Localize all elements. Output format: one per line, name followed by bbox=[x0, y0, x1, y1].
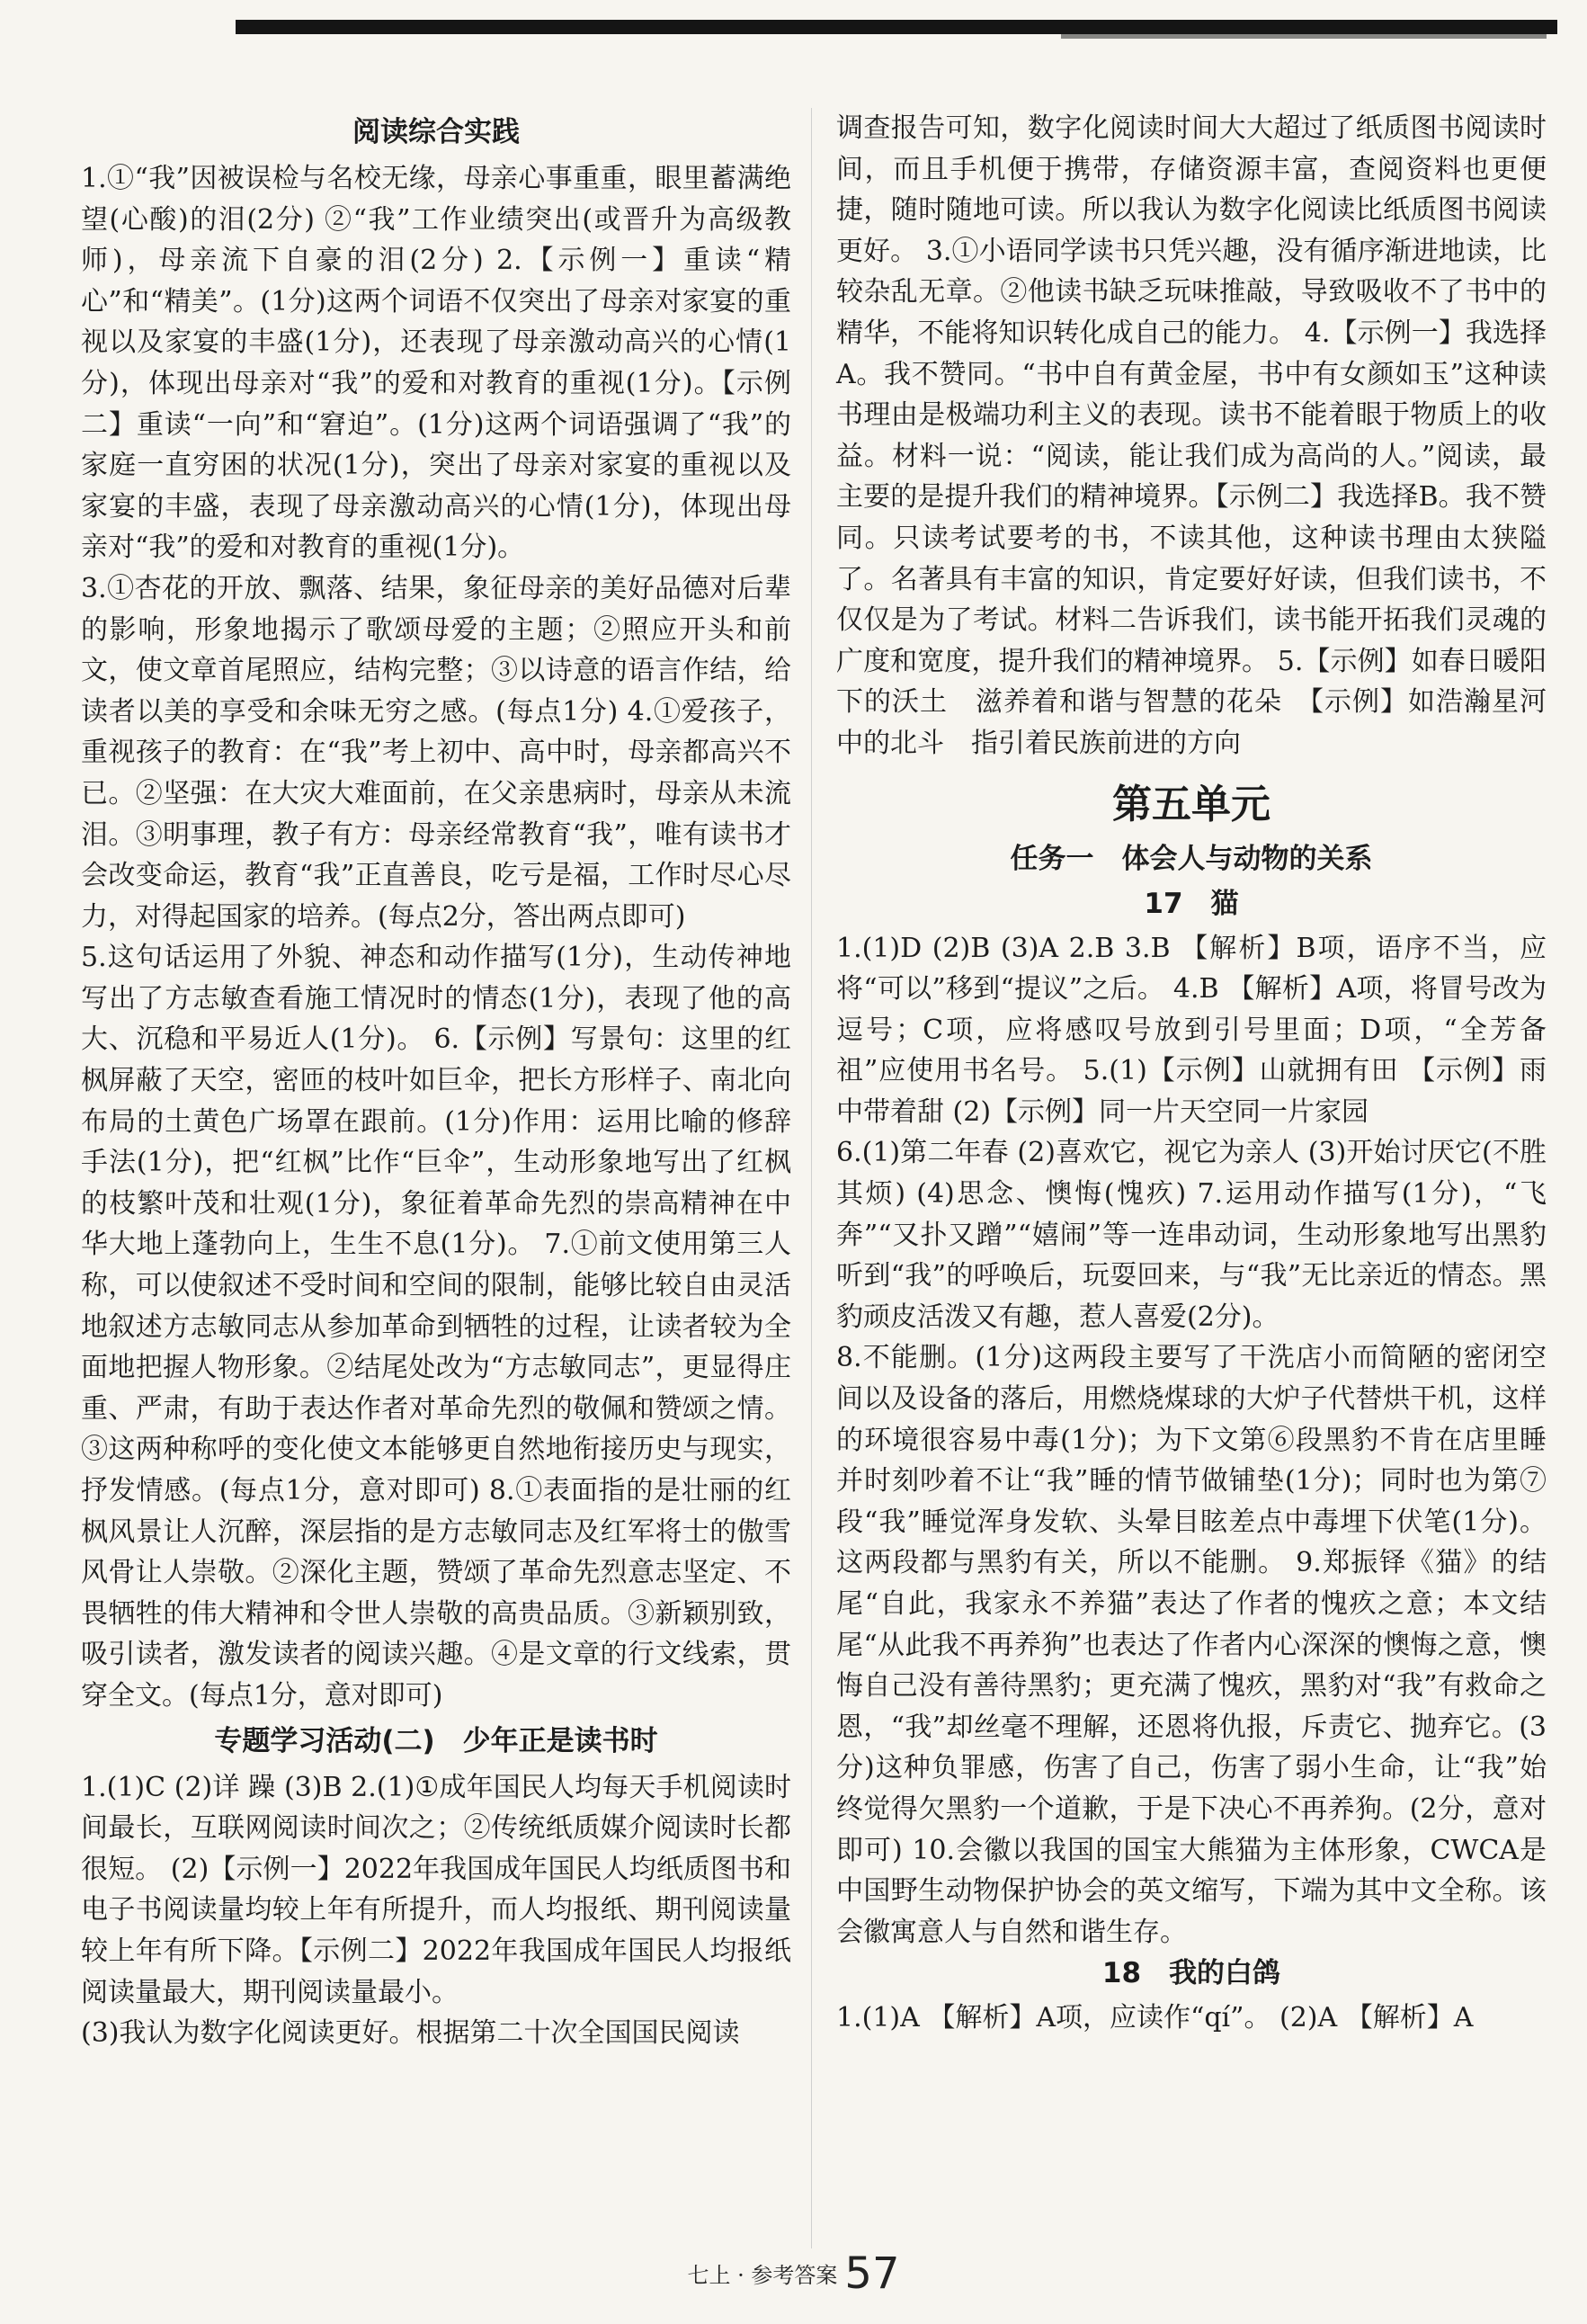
top-header-shadow bbox=[1061, 34, 1547, 39]
unit-title: 第五单元 bbox=[1112, 781, 1270, 827]
column-divider bbox=[811, 108, 812, 2248]
section-title-reading-activity: 专题学习活动(二) 少年正是读书时 bbox=[214, 1724, 658, 1757]
section-title-reading-practice: 阅读综合实践 bbox=[352, 116, 520, 148]
page-number: 57 bbox=[844, 2248, 900, 2299]
right-column bbox=[836, 108, 1547, 2266]
answer-paragraph: 6.(1)第二年春 (2)喜欢它，视它为亲人 (3)开始讨厌它(不胜其烦) (4)思念、懊悔(愧疚) 7.运用动作描写(1分)，“飞奔”“又扑又蹭”“嬉闹”等一连串动词，生动形象地写出黑豹听到“我”的呼唤后，玩耍回来，与“我”无比亲近的情态。黑豹顽皮活泼又有趣，惹人喜爱(2分)。 bbox=[836, 1137, 1547, 1333]
answer-paragraph: 5.这句话运用了外貌、神态和动作描写(1分)，生动传神地写出了方志敏查看施工情况时的情态(1分)，表现了他的高大、沉稳和平易近人(1分)。 6.【示例】写景句：这里的红枫屏蔽了天空，密匝的枝叶如巨伞，把长方形样子、南北向布局的土黄色广场罩在跟前。(1分)作用：运用比喻的修辞手法(1分)，把“红枫”比作“巨伞”，生动形象地写出了红枫的枝繁叶茂和壮观(1分)，象征着革命先烈的崇高精神在中华大地上蓬勃向上，生生不息(1分)。 7.①前文使用第三人称，可以使叙述不受时间和空间的限制，能够比较自由灵活地叙述方志敏同志从参加革命到牺牲的过程，让读者较为全面地把握人物形象。②结尾处改为“方志敏同志”，更显得庄重、严肃，有助于表达作者对革命先烈的敬佩和赞颂之情。③这两种称呼的变化使文本能够更自然地衔接历史与现实，抒发情感。(每点1分，意对即可) 8.①表面指的是壮丽的红枫风景让人沉醉，深层指的是方志敏同志及红军将士的傲雪风骨让人崇敬。②深化主题，赞颂了革命先烈意志坚定、不畏牺牲的伟大精神和令世人崇敬的高贵品质。③新颖别致，吸引读者，激发读者的阅读兴趣。④是文章的行文线索，贯穿全文。(每点1分，意对即可) bbox=[81, 942, 791, 1712]
answer-paragraph: 3.①杏花的开放、飘落、结果，象征母亲的美好品德对后辈的影响，形象地揭示了歌颂母爱的主题；②照应开头和前文，使文章首尾照应，结构完整；③以诗意的语言作结，给读者以美的享受和余味无穷之感。(每点1分) 4.①爱孩子，重视孩子的教育：在“我”考上初中、高中时，母亲都高兴不已。②坚强：在大灾大难面前，在父亲患病时，母亲从未流泪。③明事理，教子有方：母亲经常教育“我”，唯有读书才会改变命运，教育“我”正直善良，吃亏是福，工作时尽心尽力，对得起国家的培养。(每点2分，答出两点即可) bbox=[81, 572, 791, 933]
answer-paragraph: (3)我认为数字化阅读更好。根据第二十次全国国民阅读 bbox=[81, 2017, 740, 2050]
page-footer bbox=[0, 2248, 1587, 2299]
answer-paragraph: 1.(1)C (2)详 躁 (3)B 2.(1)①成年国民人均每天手机阅读时间最长，互联网阅读时间次之；②传统纸质媒介阅读时长都很短。 (2)【示例一】2022年我国成年国民人均纸质图书和电子书阅读量均较上年有所提升，而人均报纸、期刊阅读量较上年有所下降。【示例二】2022年我国成年国民人均报纸阅读量最大，期刊阅读量最小。 bbox=[81, 1771, 791, 2008]
task-title: 任务一 体会人与动物的关系 bbox=[1010, 842, 1373, 875]
top-header-bar bbox=[236, 20, 1557, 34]
answer-paragraph-continuation: 调查报告可知，数字化阅读时间大大超过了纸质图书阅读时间，而且手机便于携带，存储资源丰富，查阅资料也更便捷，随时随地可读。所以我认为数字化阅读比纸质图书阅读更好。 3.①小语同学读书只凭兴趣，没有循序渐进地读，比较杂乱无章。②他读书缺乏玩味推敲，导致吸收不了书中的精华，不能将知识转化成自己的能力。 4.【示例一】我选择A。我不赞同。“书中自有黄金屋，书中有女颜如玉”这种读书理由是极端功利主义的表现。读书不能着眼于物质上的收益。材料一说：“阅读，能让我们成为高尚的人。”阅读，最主要的是提升我们的精神境界。【示例二】我选择B。我不赞同。只读考试要考的书，不读其他，这种读书理由太狭隘了。名著具有丰富的知识，肯定要好好读，但我们读书，不仅仅是为了考试。材料二告诉我们，读书能开拓我们灵魂的广度和宽度，提升我们的精神境界。 5.【示例】如春日暖阳下的沃土 滋养着和谐与智慧的花朵 【示例】如浩瀚星河中的北斗 指引着民族前进的方向 bbox=[836, 112, 1547, 759]
answer-paragraph: 1.①“我”因被误检与名校无缘，母亲心事重重，眼里蓄满绝望(心酸)的泪(2分) ②“我”工作业绩突出(或晋升为高级教师)，母亲流下自豪的泪(2分) 2.【示例一】重读“精心”和“精美”。(1分)这两个词语不仅突出了母亲对家宴的重视以及家宴的丰盛(1分)，还表现了母亲激动高兴的心情(1分)，体现出母亲对“我”的爱和对教育的重视(1分)。【示例二】重读“一向”和“窘迫”。(1分)这两个词语强调了“我”的家庭一直穷困的状况(1分)，突出了母亲对家宴的重视以及家宴的丰盛，表现了母亲激动高兴的心情(1分)，体现出母亲对“我”的爱和对教育的重视(1分)。 bbox=[81, 163, 791, 564]
lesson-18-title: 18 我的白鸽 bbox=[1101, 1957, 1281, 1990]
answer-paragraph: 1.(1)D (2)B (3)A 2.B 3.B 【解析】B项，语序不当，应将“可以”移到“提议”之后。 4.B 【解析】A项，将冒号改为逗号；C项，应将感叹号放到引号里面；D项，“全芳备祖”应使用书名号。 5.(1)【示例】山就拥有田 【示例】雨中带着甜 (2)【示例】同一片天空同一片家园 bbox=[836, 932, 1547, 1128]
lesson-17-title: 17 猫 bbox=[1144, 887, 1239, 920]
answer-paragraph: 8.不能删。(1分)这两段主要写了干洗店小而简陋的密闭空间以及设备的落后，用燃烧煤球的大炉子代替烘干机，这样的环境很容易中毒(1分)；为下文第⑥段黑豹不肯在店里睡并时刻吵着不让“我”睡的情节做铺垫(1分)；同时也为第⑦段“我”睡觉浑身发软、头晕目眩差点中毒埋下伏笔(1分)。这两段都与黑豹有关，所以不能删。 9.郑振铎《猫》的结尾“自此，我家永不养猫”表达了作者的愧疚之意；本文结尾“从此我不再养狗”也表达了作者内心深深的懊悔之意，懊悔自己没有善待黑豹；更充满了愧疚，黑豹对“我”有救命之恩，“我”却丝毫不理解，还恩将仇报，斥责它、抛弃它。(3分)这种负罪感，伤害了自己，伤害了弱小生命，让“我”始终觉得欠黑豹一个道歉，于是下决心不再养狗。(2分，意对即可) 10.会徽以我国的国宝大熊猫为主体形象，CWCA是中国野生动物保护协会的英文缩写，下端为其中文全称。该会徽寓意人与自然和谐生存。 bbox=[836, 1342, 1547, 1948]
answer-paragraph: 1.(1)A 【解析】A项，应读作“qí”。 (2)A 【解析】A bbox=[836, 2002, 1474, 2034]
footer-label: 七上 · 参考答案 bbox=[687, 2263, 838, 2288]
left-column bbox=[81, 108, 791, 2266]
